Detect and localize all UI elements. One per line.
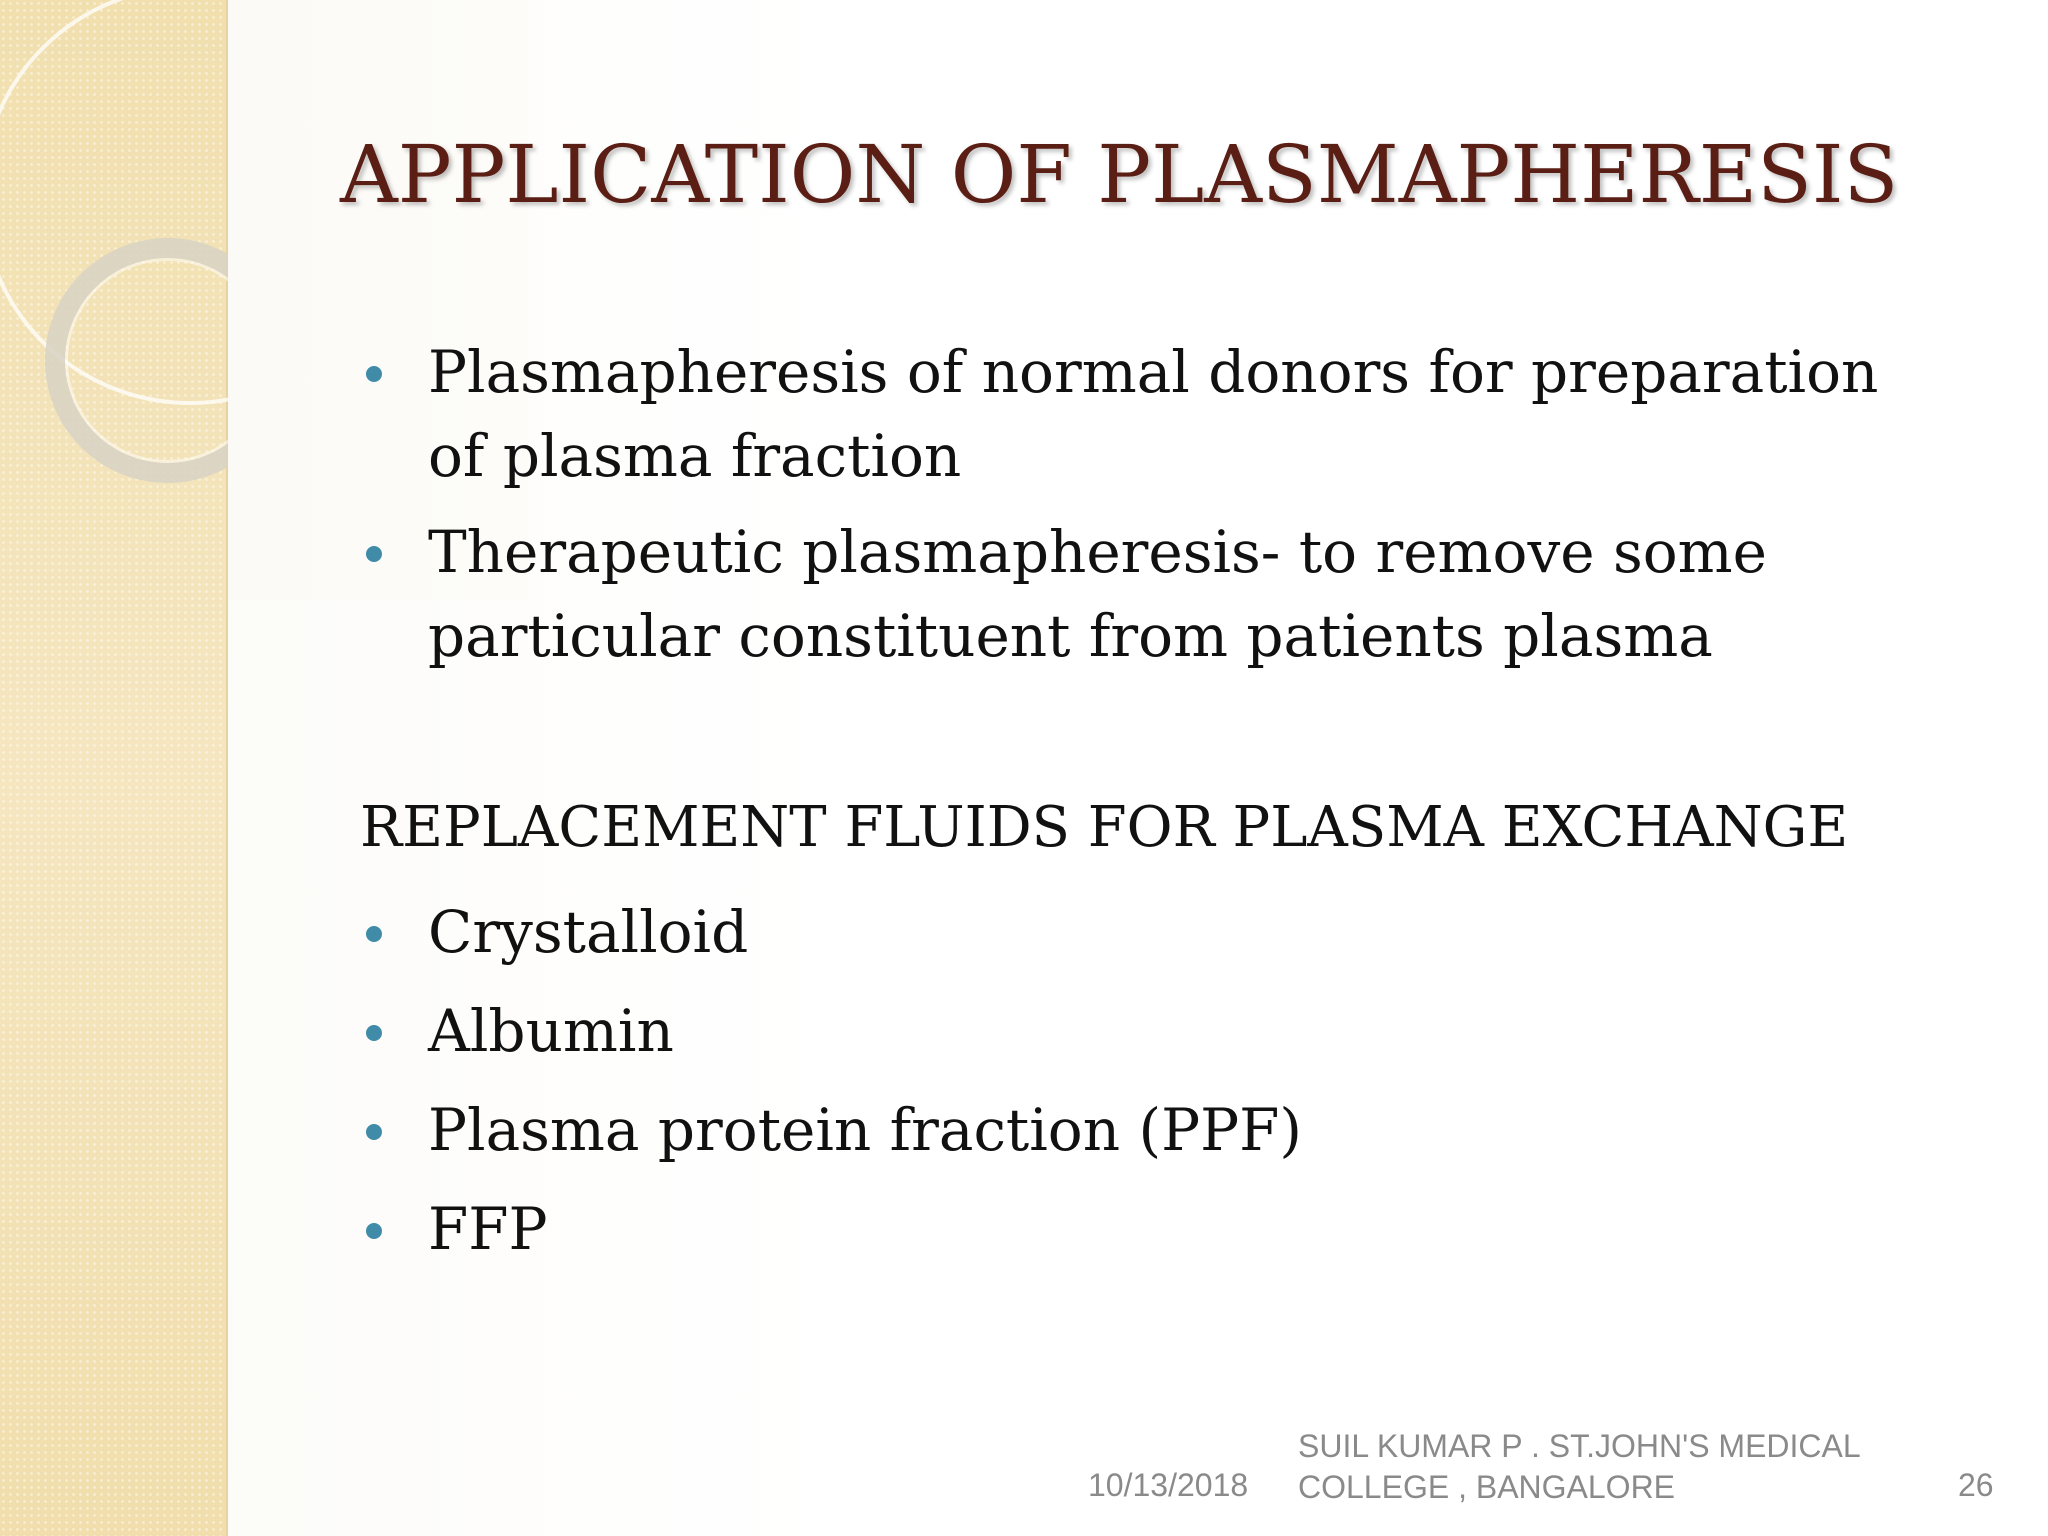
bullet-dot-icon (366, 1025, 382, 1041)
slide-title: APPLICATION OF PLASMAPHERESIS (340, 128, 1899, 221)
list-item (360, 1187, 1760, 1271)
list-item-text: Plasmapheresis of normal donors for preparation of plasma fraction (428, 338, 1879, 490)
section-subheading: REPLACEMENT FLUIDS FOR PLASMA EXCHANGE (360, 795, 1849, 860)
bullet-dot-icon (366, 926, 382, 942)
list-item-text: Crystalloid (428, 898, 749, 966)
list-item (360, 890, 1760, 974)
list-item (360, 1088, 1760, 1172)
footer-author: SUIL KUMAR P . ST.JOHN'S MEDICAL COLLEGE , BANGALORE (1298, 1428, 1860, 1505)
list-item-text: FFP (428, 1195, 548, 1263)
footer-date: 10/13/2018 (1088, 1467, 1249, 1503)
bullet-list-applications (360, 330, 1920, 690)
list-item-text: Plasma protein fraction (PPF) (428, 1096, 1303, 1164)
bullet-dot-icon (366, 366, 382, 382)
bullet-dot-icon (366, 546, 382, 562)
list-item (360, 989, 1760, 1073)
page-number: 26 (1958, 1467, 1994, 1503)
bullet-dot-icon (366, 1223, 382, 1239)
list-item (360, 330, 1920, 498)
list-item (360, 510, 1920, 678)
bullet-list-replacement-fluids (360, 890, 1760, 1286)
list-item-text: Albumin (428, 997, 674, 1065)
list-item-text: Therapeutic plasmapheresis- to remove some particular constituent from patients plasma (428, 518, 1767, 670)
bullet-dot-icon (366, 1124, 382, 1140)
